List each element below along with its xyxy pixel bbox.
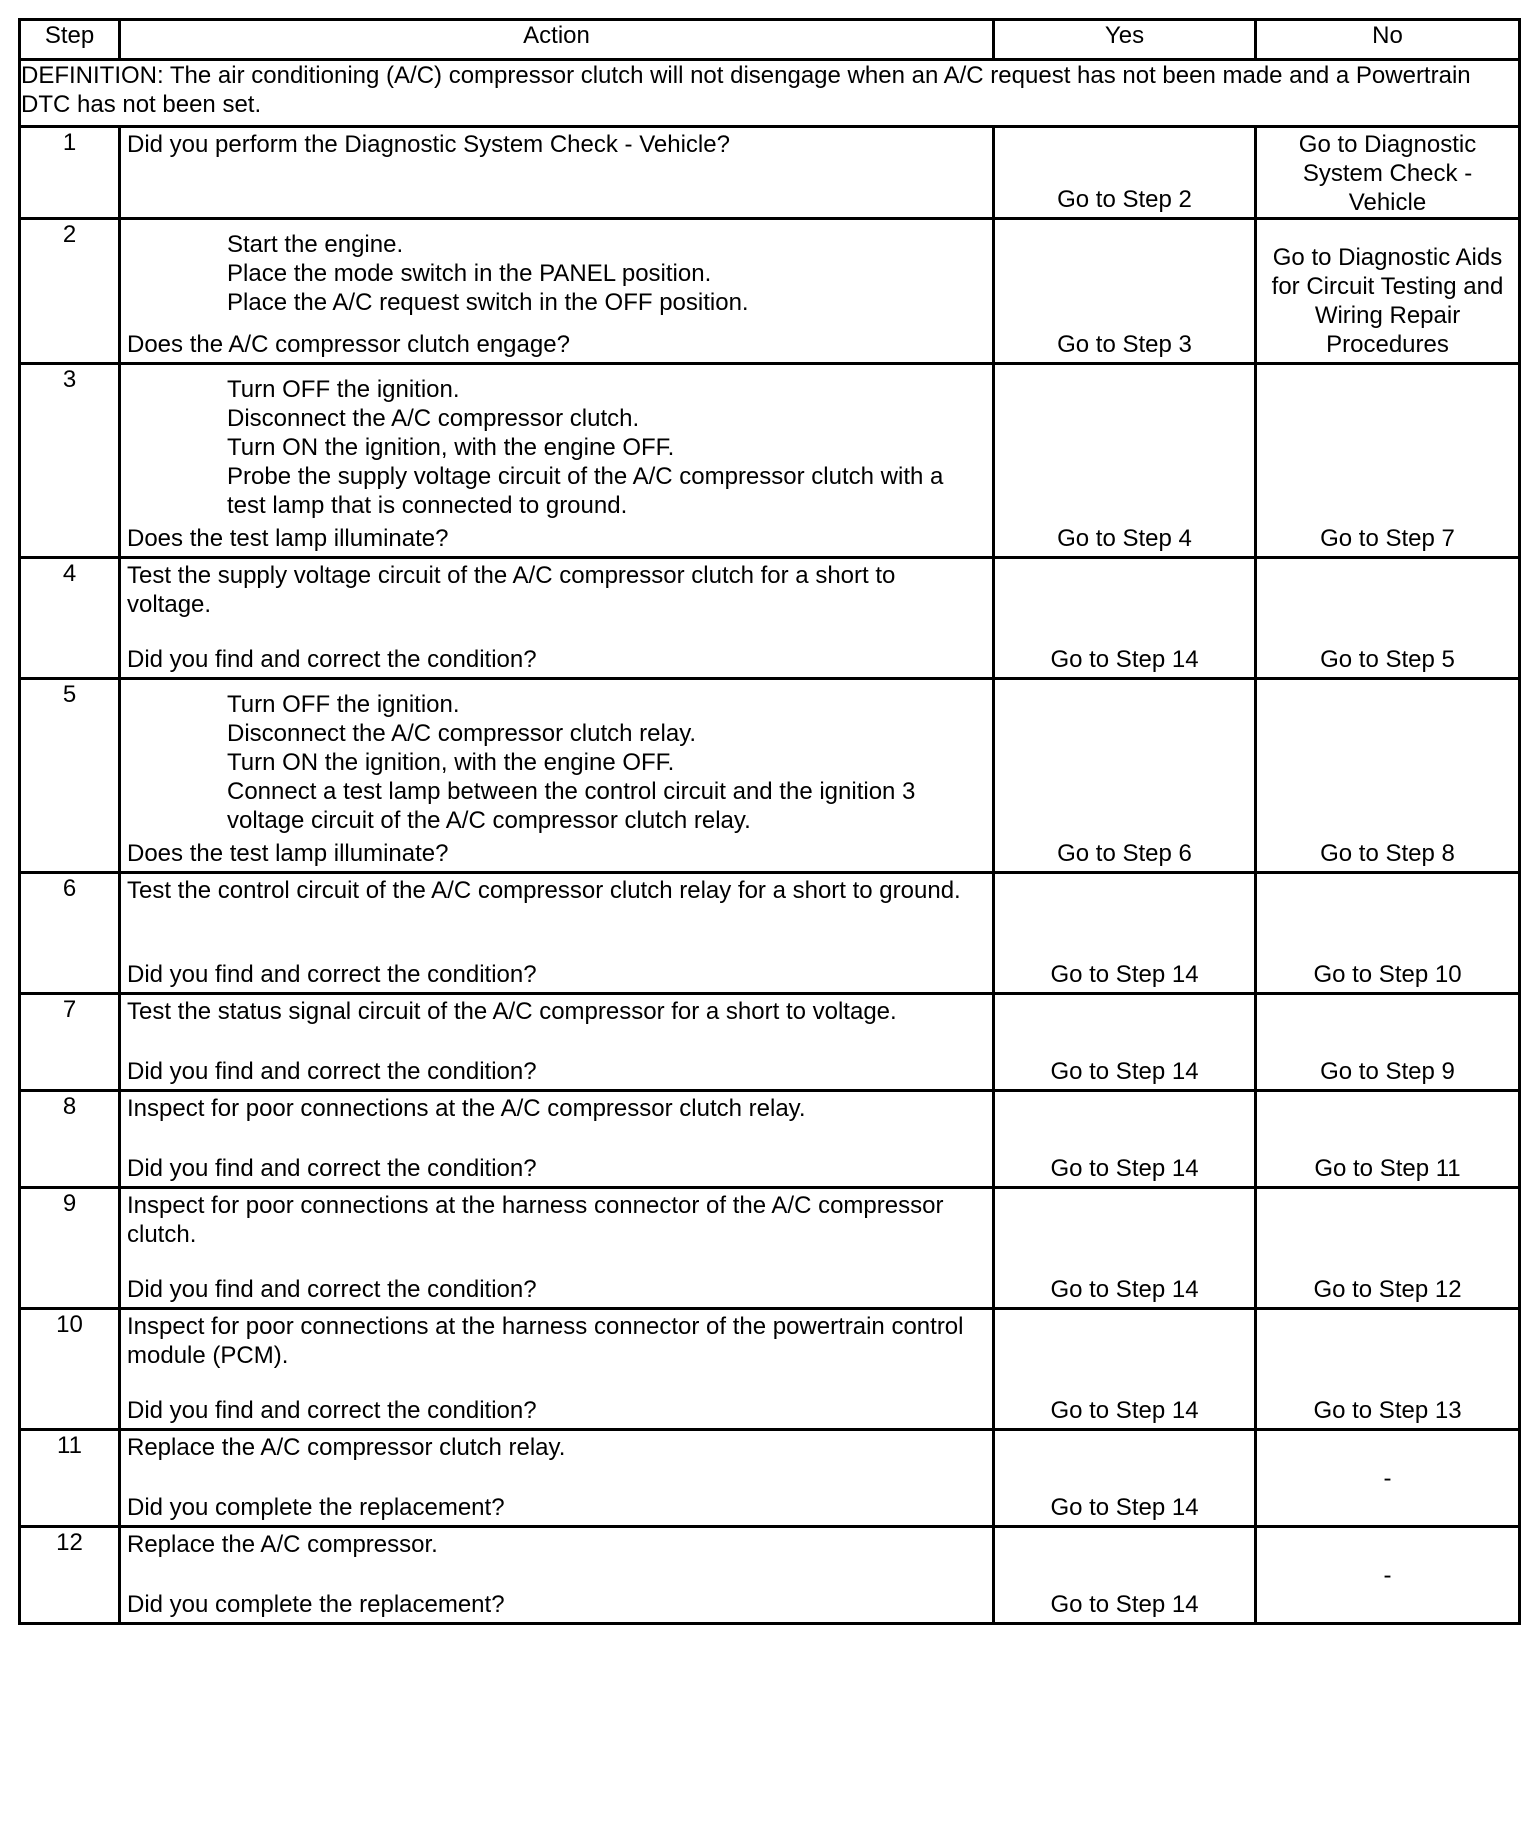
action-question: Did you complete the replacement?	[127, 1591, 505, 1618]
table-row	[20, 1430, 1520, 1527]
step-number: 2	[20, 219, 120, 364]
yes-cell	[994, 994, 1256, 1091]
yes-cell	[994, 1188, 1256, 1309]
action-question: Did you find and correct the condition?	[127, 1276, 537, 1303]
action-cell	[120, 364, 994, 558]
action-substep: Start the engine.	[227, 231, 404, 258]
step-number: 8	[20, 1091, 120, 1188]
no-cell	[1256, 1430, 1520, 1527]
action-text: Inspect for poor connections at the A/C compressor clutch relay.	[127, 1095, 806, 1122]
action-question: Did you find and correct the condition?	[127, 1058, 537, 1085]
action-cell	[120, 558, 994, 679]
no-link[interactable]: Go to Step 9	[1320, 1058, 1455, 1085]
action-cell	[120, 873, 994, 994]
action-cell	[120, 1188, 994, 1309]
no-cell	[1256, 1188, 1520, 1309]
no-link[interactable]: Go to Step 7	[1320, 525, 1455, 552]
yes-cell	[994, 1430, 1256, 1527]
no-value: -	[1383, 1464, 1392, 1492]
action-text: Test the status signal circuit of the A/C compressor for a short to voltage.	[127, 998, 897, 1025]
no-link[interactable]: Go to Diagnostic System Check - Vehicle	[1298, 131, 1477, 216]
table-row	[20, 1527, 1520, 1624]
table-row	[20, 1309, 1520, 1430]
diagnostic-table	[18, 18, 1521, 1625]
yes-link[interactable]: Go to Step 3	[1057, 331, 1192, 358]
table-row	[20, 558, 1520, 679]
action-text: Replace the A/C compressor clutch relay.	[127, 1434, 566, 1461]
action-cell	[120, 127, 994, 219]
yes-cell	[994, 1091, 1256, 1188]
step-number: 11	[20, 1430, 120, 1527]
action-substep: Turn OFF the ignition.	[227, 376, 460, 403]
action-question: Does the A/C compressor clutch engage?	[127, 331, 570, 358]
action-cell	[120, 219, 994, 364]
action-cell	[120, 994, 994, 1091]
no-cell	[1256, 873, 1520, 994]
action-substep: Place the mode switch in the PANEL position.	[227, 260, 712, 287]
action-substep: Disconnect the A/C compressor clutch.	[227, 405, 640, 432]
step-number: 10	[20, 1309, 120, 1430]
yes-link[interactable]: Go to Step 14	[1050, 1276, 1199, 1303]
no-cell	[1256, 219, 1520, 364]
yes-cell	[994, 1309, 1256, 1430]
step-number: 1	[20, 127, 120, 219]
step-number: 7	[20, 994, 120, 1091]
table-row	[20, 679, 1520, 873]
table-row	[20, 1091, 1520, 1188]
no-link[interactable]: Go to Step 12	[1313, 1276, 1462, 1303]
action-cell	[120, 1527, 994, 1624]
table-row	[20, 219, 1520, 364]
step-number: 12	[20, 1527, 120, 1624]
action-cell	[120, 679, 994, 873]
yes-link[interactable]: Go to Step 14	[1050, 1591, 1199, 1618]
no-cell	[1256, 1309, 1520, 1430]
action-question: Did you find and correct the condition?	[127, 646, 537, 673]
definition-row	[20, 60, 1520, 127]
action-text: Test the supply voltage circuit of the A/C compressor clutch for a short to voltage.	[127, 562, 896, 618]
table-row	[20, 873, 1520, 994]
yes-cell	[994, 127, 1256, 219]
action-cell	[120, 1309, 994, 1430]
action-substep: Turn ON the ignition, with the engine OFF.	[227, 434, 675, 461]
header-yes: Yes	[994, 20, 1256, 60]
yes-cell	[994, 873, 1256, 994]
action-question: Did you complete the replacement?	[127, 1494, 505, 1521]
yes-link[interactable]: Go to Step 14	[1050, 1155, 1199, 1182]
action-question: Does the test lamp illuminate?	[127, 525, 449, 552]
action-substep: Connect a test lamp between the control circuit and the ignition 3 voltage circuit of the A/C compressor clutch relay.	[227, 778, 916, 834]
yes-cell	[994, 364, 1256, 558]
header-row	[20, 20, 1520, 60]
no-cell	[1256, 127, 1520, 219]
yes-cell	[994, 679, 1256, 873]
step-number: 4	[20, 558, 120, 679]
action-cell	[120, 1430, 994, 1527]
step-number: 9	[20, 1188, 120, 1309]
yes-link[interactable]: Go to Step 14	[1050, 1058, 1199, 1085]
no-link[interactable]: Go to Step 5	[1320, 646, 1455, 673]
action-text: Inspect for poor connections at the harness connector of the powertrain control module (PCM).	[127, 1313, 964, 1369]
yes-link[interactable]: Go to Step 2	[1057, 186, 1192, 213]
table-row	[20, 994, 1520, 1091]
yes-cell	[994, 1527, 1256, 1624]
no-cell	[1256, 994, 1520, 1091]
no-cell	[1256, 1527, 1520, 1624]
action-text: Did you perform the Diagnostic System Check - Vehicle?	[127, 131, 730, 158]
action-substep: Probe the supply voltage circuit of the A/C compressor clutch with a test lamp that is connected to ground.	[227, 463, 944, 519]
no-link[interactable]: Go to Step 10	[1313, 961, 1462, 988]
no-link[interactable]: Go to Step 11	[1314, 1155, 1461, 1182]
yes-link[interactable]: Go to Step 14	[1050, 646, 1199, 673]
yes-link[interactable]: Go to Step 14	[1050, 1494, 1199, 1521]
action-text: Replace the A/C compressor.	[127, 1531, 438, 1558]
yes-link[interactable]: Go to Step 14	[1050, 961, 1199, 988]
header-step: Step	[20, 20, 120, 60]
action-text: Test the control circuit of the A/C compressor clutch relay for a short to ground.	[127, 877, 961, 904]
action-question: Does the test lamp illuminate?	[127, 840, 449, 867]
step-number: 3	[20, 364, 120, 558]
action-substep: Place the A/C request switch in the OFF position.	[227, 289, 749, 316]
action-question: Did you find and correct the condition?	[127, 1397, 537, 1424]
yes-cell	[994, 558, 1256, 679]
step-number: 6	[20, 873, 120, 994]
no-link[interactable]: Go to Step 13	[1313, 1397, 1462, 1424]
diagnostic-page	[18, 18, 1518, 1625]
header-no: No	[1256, 20, 1520, 60]
action-cell	[120, 1091, 994, 1188]
no-cell	[1256, 364, 1520, 558]
yes-link[interactable]: Go to Step 14	[1050, 1397, 1199, 1424]
table-row	[20, 127, 1520, 219]
action-text: Inspect for poor connections at the harness connector of the A/C compressor clutch.	[127, 1192, 944, 1248]
yes-link[interactable]: Go to Step 4	[1057, 525, 1192, 552]
yes-cell	[994, 219, 1256, 364]
no-cell	[1256, 1091, 1520, 1188]
header-action: Action	[120, 20, 994, 60]
action-substep: Disconnect the A/C compressor clutch relay.	[227, 720, 697, 747]
action-question: Did you find and correct the condition?	[127, 961, 537, 988]
no-value: -	[1383, 1561, 1392, 1589]
action-question: Did you find and correct the condition?	[127, 1155, 537, 1182]
definition-text: DEFINITION: The air conditioning (A/C) compressor clutch will not disengage when an A/C request has not been made and a Powertrain DTC has not been set.	[20, 60, 1520, 127]
no-link[interactable]: Go to Diagnostic Aids for Circuit Testing and Wiring Repair Procedures	[1271, 244, 1504, 358]
action-substep: Turn OFF the ignition.	[227, 691, 460, 718]
table-row	[20, 364, 1520, 558]
yes-link[interactable]: Go to Step 6	[1057, 840, 1192, 867]
step-number: 5	[20, 679, 120, 873]
no-link[interactable]: Go to Step 8	[1320, 840, 1455, 867]
table-row	[20, 1188, 1520, 1309]
no-cell	[1256, 679, 1520, 873]
action-substep: Turn ON the ignition, with the engine OFF.	[227, 749, 675, 776]
no-cell	[1256, 558, 1520, 679]
